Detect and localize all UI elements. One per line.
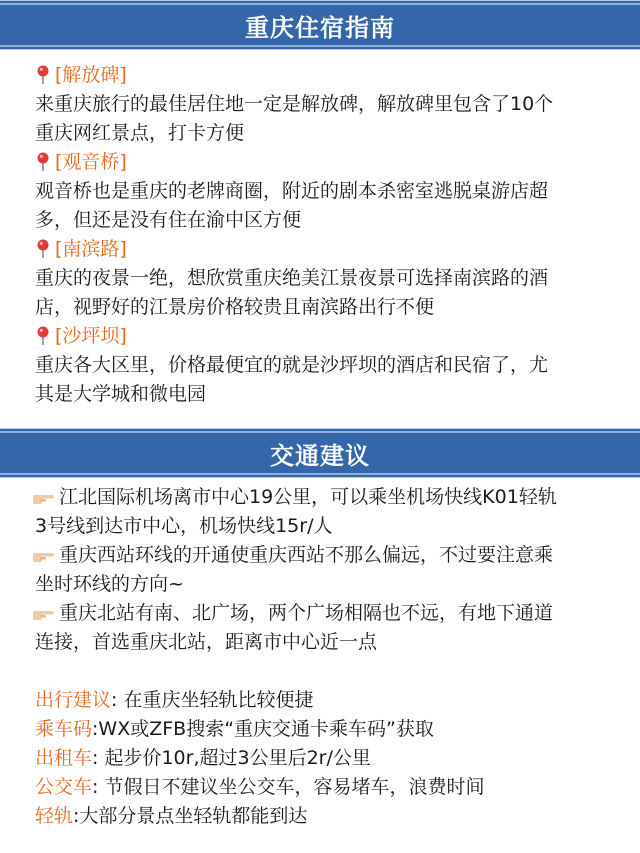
place-desc-line: 其是大学城和微电园 [35,383,207,405]
advice-item [0,686,640,715]
pointing-hand-icon [33,607,55,621]
section-title-lodging: 重庆住宿指南 [245,13,395,42]
place-name: [南滨路] [55,238,127,260]
advice-item [0,802,640,831]
place-desc-line: 重庆各大区里，价格最便宜的就是沙坪坝的酒店和民宿了，尤 [35,354,549,376]
place-desc-line: 重庆的夜景一绝，想欣赏重庆绝美江景夜景可选择南滨路的酒 [35,267,549,289]
tip-text: 江北国际机场离市中心19公里，可以乘坐机场快线K01轻轨 [59,486,557,508]
section-title-transport: 交通建议 [270,441,370,470]
tip-text: 重庆西站环线的开通使重庆西站不那么偏远，不过要注意乘 [59,544,554,566]
section-banner-transport [0,428,640,478]
advice-text: :WX或ZFB搜索“重庆交通卡乘车码”获取 [92,718,434,740]
map-pin-icon [35,152,51,172]
tip-line [0,483,640,512]
advice-item [0,715,640,744]
map-pin-icon [35,65,51,85]
advice-label: 公交车 [35,776,93,798]
advice-label: 轻轨 [35,805,74,827]
place-name: [沙坪坝] [55,325,127,347]
advice-label: 出行建议 [35,689,112,711]
place-desc-line: 店，视野好的江景房价格较贵且南滨路出行不便 [35,296,435,318]
place-desc-line: 多，但还是没有住在渝中区方便 [35,209,302,231]
tip-line [0,599,640,628]
tip-line [0,541,640,570]
place-name: [解放碑] [55,64,127,86]
place-desc-line: 重庆网红景点，打卡方便 [35,122,245,144]
section-banner-lodging [0,0,640,50]
advice-text: : 在重庆坐轻轨比较便捷 [111,689,314,711]
advice-item [0,773,640,802]
place-name: [观音桥] [55,151,127,173]
tip-line-cont: 3号线到达市中心，机场快线15r/人 [35,515,333,537]
lodging-guide [0,61,640,409]
place-heading [0,235,640,264]
transport-tips [0,483,640,657]
advice-text: :大部分景点坐轻轨都能到达 [73,805,308,827]
place-desc-line: 观音桥也是重庆的老牌商圈，附近的剧本杀密室逃脱桌游店超 [35,180,549,202]
tip-line-cont: 坐时环线的方向~ [35,573,184,595]
advice-text: : 起步价10r,超过3公里后2r/公里 [92,747,371,769]
pointing-hand-icon [33,491,55,505]
advice-label: 出租车 [35,747,93,769]
tip-line-cont: 连接，首选重庆北站，距离市中心近一点 [35,631,378,653]
advice-label: 乘车码 [35,718,93,740]
place-heading [0,148,640,177]
map-pin-icon [35,326,51,346]
quick-advice [0,686,640,831]
map-pin-icon [35,239,51,259]
pointing-hand-icon [33,549,55,563]
place-desc-line: 来重庆旅行的最佳居住地一定是解放碑，解放碑里包含了10个 [35,93,554,115]
advice-item [0,744,640,773]
tip-text: 重庆北站有南、北广场，两个广场相隔也不远，有地下通道 [59,602,554,624]
advice-text: : 节假日不建议坐公交车，容易堵车，浪费时间 [92,776,485,798]
place-heading [0,61,640,90]
place-heading [0,322,640,351]
